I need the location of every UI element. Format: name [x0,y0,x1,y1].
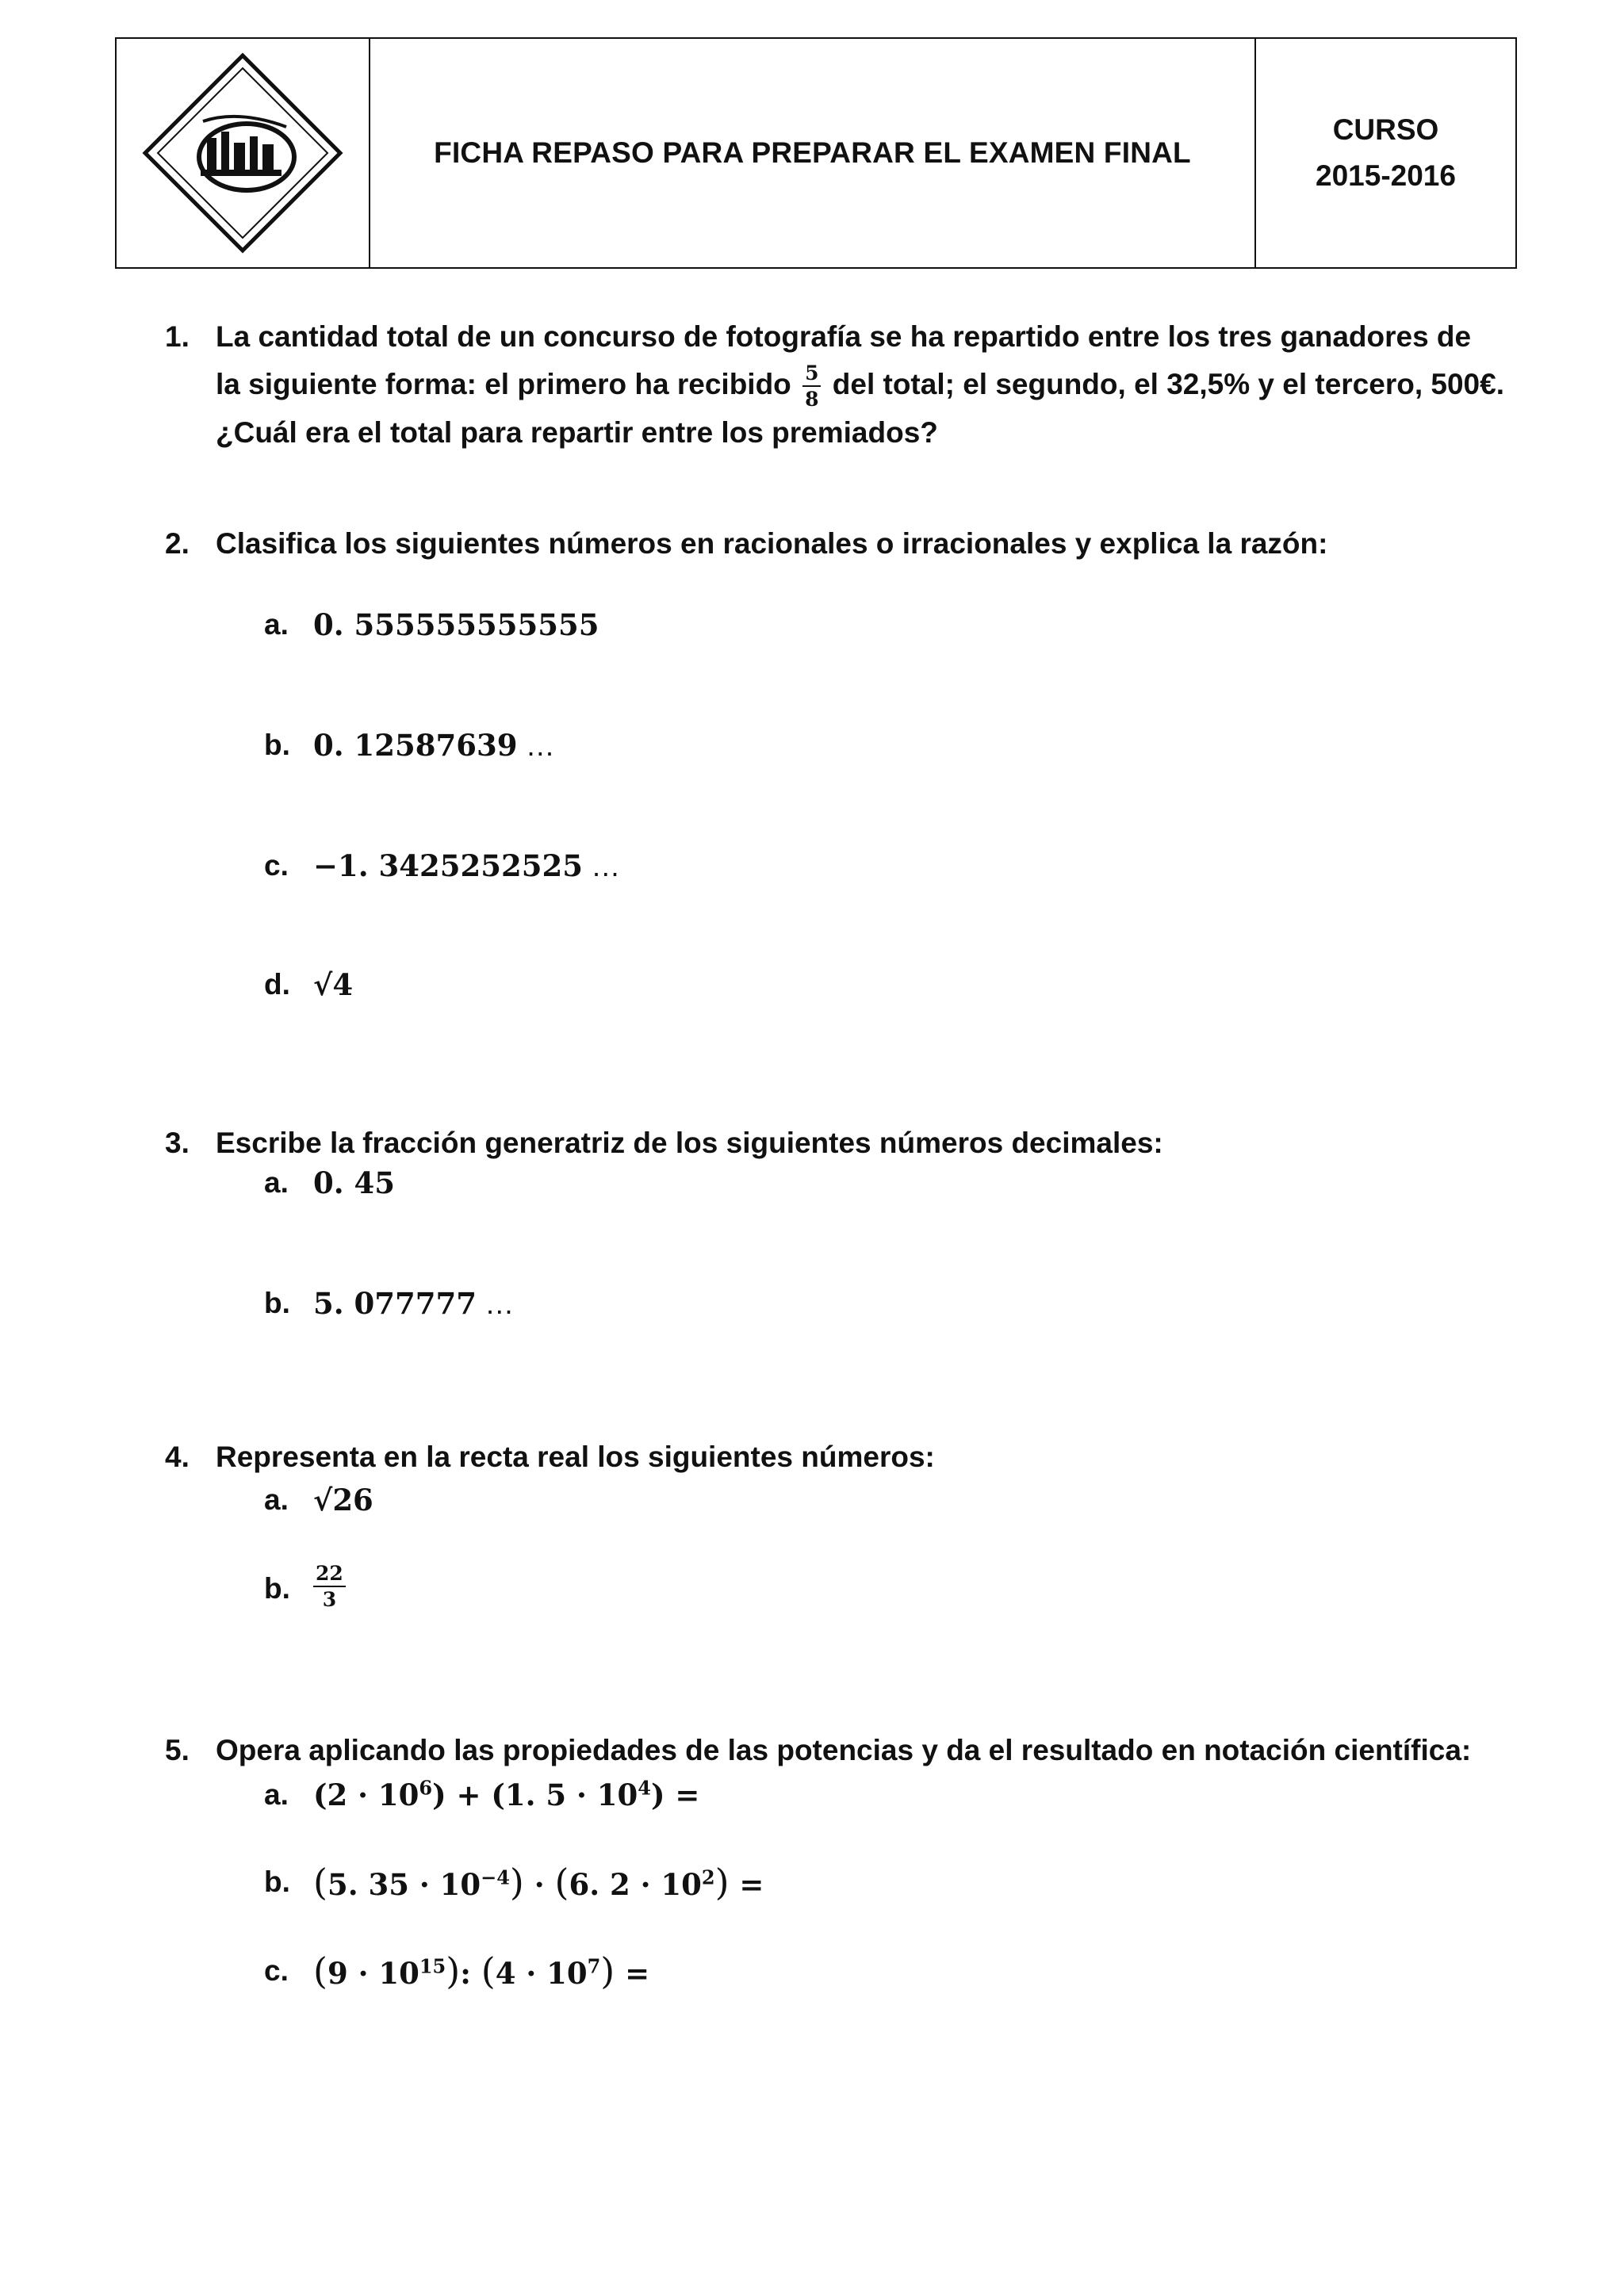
item-value: $(2 \cdot 10^6) + (1$. $5 \cdot 10^4$) = [313,1776,700,1812]
item-value: (5. $35 \cdot 10^{-4}) \cdot (6$. $2 \cdot 10^2$) = [313,1861,764,1904]
fraction [313,1563,346,1609]
item-letter: a. [264,1166,289,1199]
fraction-numerator: 5 [802,363,821,387]
logo-cell [117,39,370,267]
question-number: 4. [165,1441,190,1473]
fraction [802,363,821,409]
item-value: −1. 3425252525 … [313,848,621,883]
header-table [115,37,1517,269]
question-line [216,361,1521,409]
question-number: 1. [165,320,190,353]
question-number: 2. [165,527,190,560]
question-text: Clasifica los siguientes números en racionales o irracionales y explica la razón: [216,527,1328,560]
question-text [216,313,1521,457]
item-value: $(9 \cdot 10^{15})$: $(4 \cdot 10^7)$ = [313,1950,650,1992]
question-4 [165,1433,1521,1481]
item-value: √26 [313,1483,373,1517]
item-letter: a. [264,1778,289,1811]
question-line-part: la siguiente forma: el primero ha recibido [216,368,791,400]
item-letter: d. [264,968,290,1001]
item-value: 0. 555555555555 [313,607,599,642]
question-line: La cantidad total de un concurso de fotografía se ha repartido entre los tres ganadores de [216,320,1472,353]
question-1 [165,313,1521,464]
course-label: CURSO [1332,113,1439,146]
school-logo [128,38,358,268]
item-value: 5. 077777 … [313,1286,515,1321]
question-text: Representa en la recta real los siguientes números: [216,1441,935,1473]
question-3 [165,1119,1521,1167]
item-value: √4 [313,967,354,1002]
item-letter: c. [264,849,289,882]
item-value: 0. 45 [313,1165,395,1200]
question-line-part: del total; el segundo, el 32,5% y el tercero, 500€. [832,368,1504,400]
item-letter: c. [264,1954,289,1987]
sheet-title: FICHA REPASO PARA PREPARAR EL EXAMEN FINAL [370,39,1256,267]
item-value [313,1563,346,1609]
question-text: Opera aplicando las propiedades de las potencias y da el resultado en notación científica: [216,1734,1472,1766]
question-2 [165,520,1521,568]
fraction-denominator: 8 [805,388,819,411]
question-text: Escribe la fracción generatriz de los siguientes números decimales: [216,1127,1163,1159]
item-letter: a. [264,1483,289,1516]
item-value: 0. 12587639 … [313,728,555,763]
item-letter: b. [264,1572,290,1605]
question-line: ¿Cuál era el total para repartir entre los premiados? [216,416,938,450]
item-letter: b. [264,1287,290,1319]
course-cell [1256,39,1515,267]
fraction-numerator: 22 [313,1563,346,1587]
item-letter: b. [264,1866,290,1898]
item-letter: a. [264,608,289,641]
question-5 [165,1727,1545,1774]
course-year: 2015-2016 [1316,159,1456,192]
item-letter: b. [264,729,290,761]
question-number: 3. [165,1127,190,1159]
question-number: 5. [165,1734,190,1766]
fraction-denominator: 3 [322,1588,337,1611]
